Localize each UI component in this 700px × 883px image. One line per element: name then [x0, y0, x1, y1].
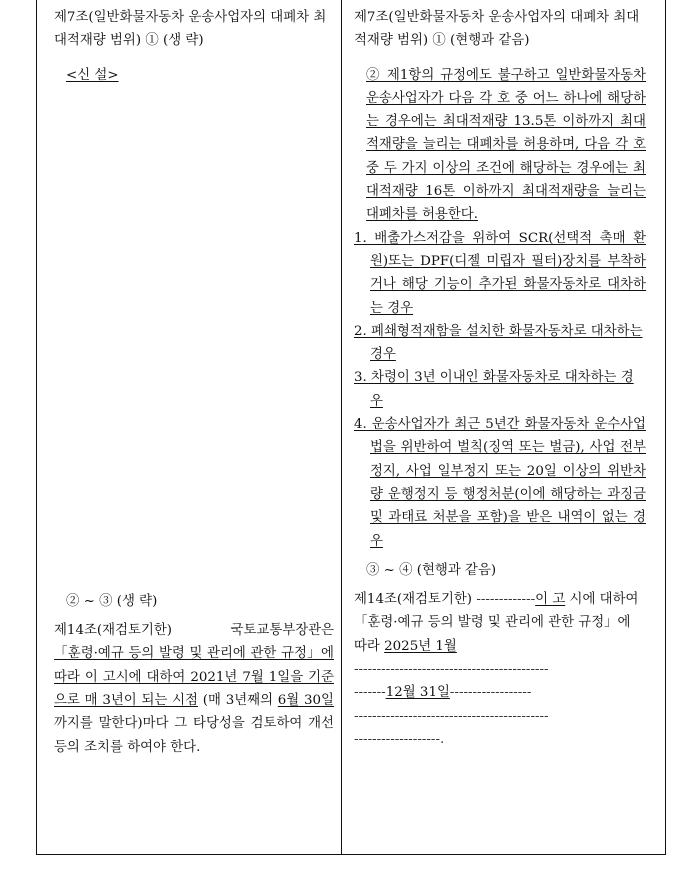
right-item-1: 1. 배출가스저감을 위하여 SCR(선택적 촉매 환원)또는 DPF(디젤 미립자 필터)장치를 부착하거나 해당 기능이 추가된 화물자동차로 대차하는 경우 — [354, 230, 646, 316]
column-divider — [341, 0, 342, 855]
right-column — [354, 6, 646, 751]
left-art14-text-e: 까지를 말한다)마다 그 타당성을 검토하여 개선 등의 조치를 하여야 한다. — [54, 716, 334, 755]
left-art7-23: ② ~ ③ (생 략) — [66, 593, 158, 609]
left-new-para: <신 설> — [66, 67, 119, 83]
right-items — [354, 227, 646, 553]
right-art14: 제14조(재검토기한) -------------이 고 시에 대하여 「훈령·예규 등의 발령 및 관리에 관한 규정」에 따라 2025년 1월 ------------------------------------------- -------12월 31일------------------ ------------------------------------------- -------------------. — [354, 592, 639, 747]
right-item-2: 2. 폐쇄형적재함을 설치한 화물자동차로 대차하는 경우 — [354, 323, 643, 363]
left-art14-text-d: 6월 30일 — [277, 693, 334, 709]
right-para2: ② 제1항의 규정에도 불구하고 일반화물자동차 운송사업자가 다음 각 호 중 어느 하나에 해당하는 경우에는 최대적재량 13.5톤 이하까지 최대적재량을 늘리는 대폐차를 허용하며, 다음 각 호 중 두 가지 이상의 조건에 해당하는 경우에는 최대적재량 16톤 이하까지 최대적재량을 늘리는 대폐차를 허용한다. — [366, 67, 646, 223]
right-item-3: 3. 차령이 3년 이내인 화물자동차로 대차하는 경우 — [354, 370, 634, 409]
left-column — [54, 6, 334, 759]
left-art14-text-c: (매 3년째의 — [202, 693, 274, 709]
right-art14-head: 제14조(재검토기한) — [354, 592, 473, 608]
left-art7-title: 제7조(일반화물자동차 운송사업자의 대폐차 최대적재량 범위) ① (생 략) — [54, 10, 327, 49]
left-art14-text-b: 「훈령·예규 등의 발령 및 관리에 관한 규정」에 따라 이 고시에 대하여 2021년 7월 1일을 기준으로 매 3년이 되는 시점 — [54, 646, 334, 709]
right-art7-34: ③ ~ ④ (현행과 같음) — [366, 562, 497, 578]
left-art14 — [54, 619, 334, 759]
right-item-4: 4. 운송사업자가 최근 5년간 화물자동차 운수사업법을 위반하여 벌칙(징역 또는 벌금), 사업 전부정지, 사업 일부정지 또는 20일 이상의 위반차량 운행정지 등 행정처분(이에 해당하는 과징금 및 과태료 처분을 포함)을 받은 내역이 없는 경우 — [354, 417, 646, 549]
left-art14-head: 제14조(재검토기한) — [54, 623, 173, 639]
left-art14-text-a: 국토교통부장관은 — [230, 623, 334, 639]
right-art7-title: 제7조(일반화물자동차 운송사업자의 대폐차 최대적재량 범위) ① (현행과 같음) — [354, 10, 640, 49]
